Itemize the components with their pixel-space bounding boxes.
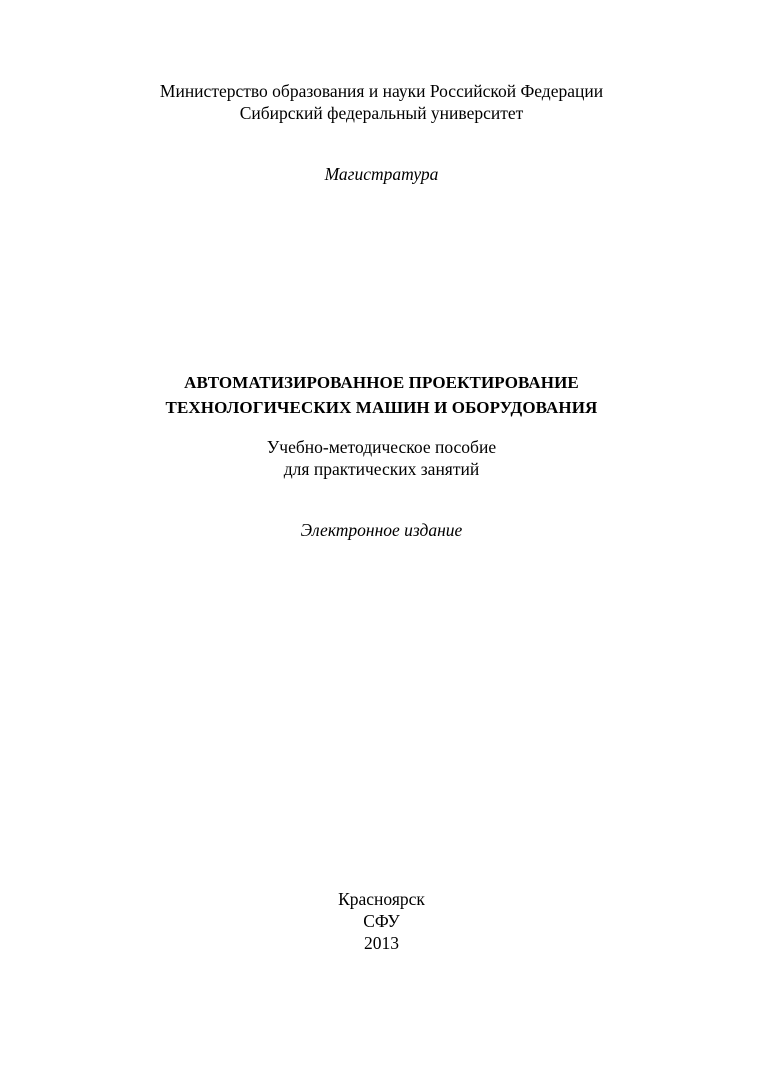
- university-line: Сибирский федеральный университет: [239, 103, 524, 123]
- document-title-line-2: ТЕХНОЛОГИЧЕСКИХ МАШИН И ОБОРУДОВАНИЯ: [165, 398, 598, 417]
- document-title-line-1: АВТОМАТИЗИРОВАННОЕ ПРОЕКТИРОВАНИЕ: [184, 373, 579, 392]
- imprint-year: 2013: [364, 933, 399, 953]
- subtitle-line-1: Учебно-методическое пособие: [266, 437, 497, 457]
- imprint-city: Красноярск: [338, 889, 425, 909]
- ministry-line: Министерство образования и науки Российской Федерации: [159, 81, 604, 101]
- imprint-publisher: СФУ: [363, 911, 400, 931]
- subtitle-line-2: для практических занятий: [283, 459, 480, 479]
- program-line: Магистратура: [324, 164, 439, 184]
- edition-line: Электронное издание: [300, 520, 463, 540]
